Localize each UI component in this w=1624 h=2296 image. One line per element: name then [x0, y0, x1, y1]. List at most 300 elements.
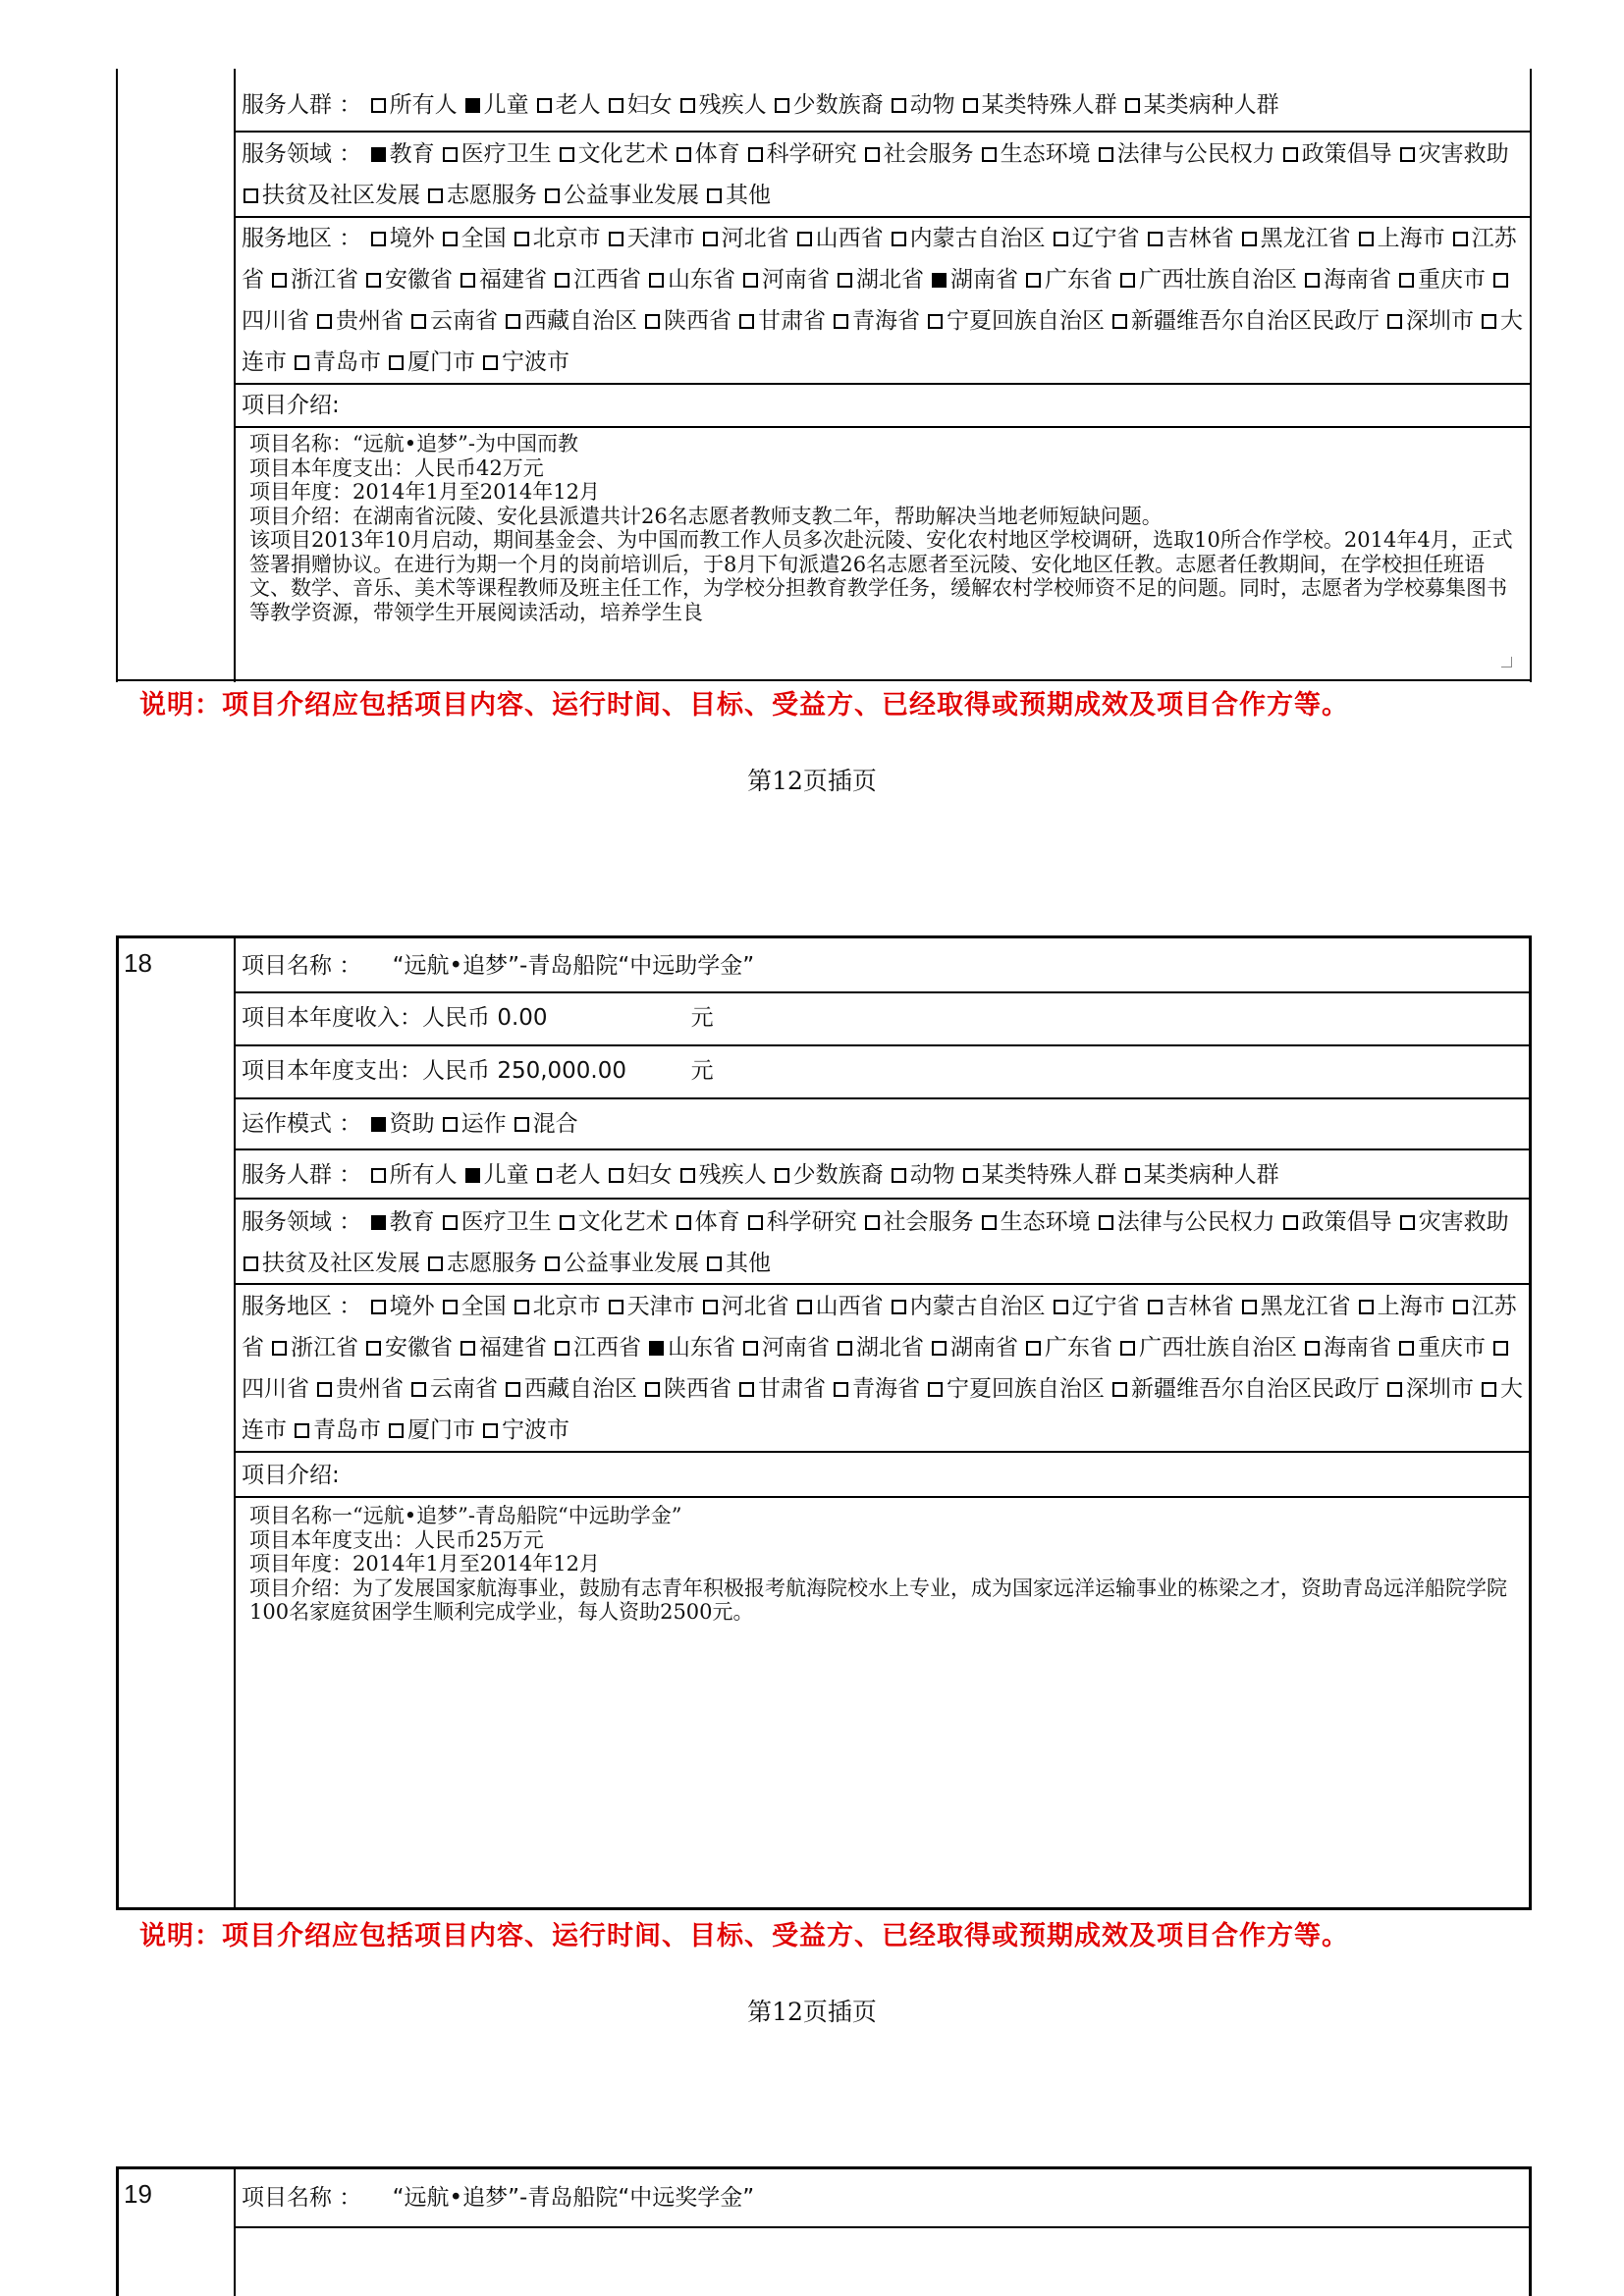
service-group-option [463, 1162, 529, 1188]
checkbox[interactable] [1148, 232, 1163, 246]
checkbox[interactable] [1283, 1215, 1298, 1230]
checkbox[interactable] [1453, 232, 1468, 246]
checkbox[interactable] [932, 1341, 947, 1356]
checkbox[interactable] [649, 273, 664, 288]
service-group-option-label: 某类病种人群 [1143, 1162, 1279, 1188]
service-area-option [459, 1335, 547, 1361]
service-field-option-label: 志愿服务 [447, 183, 537, 208]
checkbox[interactable] [834, 1382, 848, 1397]
checkbox[interactable] [1400, 1215, 1415, 1230]
intro-line: 项目本年度支出：人民币25万元 [249, 1527, 544, 1552]
service-area-option [441, 1294, 507, 1319]
checkbox[interactable] [982, 1215, 997, 1230]
checkbox[interactable] [1399, 273, 1414, 288]
service-area-option [926, 1376, 1105, 1402]
operation-mode-option [513, 1111, 578, 1137]
service-area-option [1397, 267, 1486, 293]
service-area-option [293, 349, 381, 375]
checkbox[interactable] [560, 147, 574, 162]
service-field-option [426, 183, 537, 208]
service-field-option [1097, 1209, 1275, 1235]
checkbox[interactable] [677, 1215, 691, 1230]
checkbox[interactable] [514, 232, 529, 246]
checkbox[interactable] [514, 1300, 529, 1314]
checkbox[interactable] [1359, 232, 1374, 246]
checkbox[interactable] [443, 232, 458, 246]
service-field-option [543, 183, 699, 208]
service-area-option-label: 大连市 [242, 308, 1523, 375]
service-area-option [647, 1335, 735, 1361]
checkbox[interactable] [775, 98, 789, 113]
service-area-row: 服务地区 ： 境外 全国 北京市 天津市 河北省 山西省 内蒙古自治区 辽宁省 吉林省 黑龙江省 上海市 江苏省 浙江省 安徽省 福建省 江西省 山东省 河南省 湖北省 湖南省 广东省 广西壮族自治区 海南省 重庆市四川省 贵州省 云南省 西藏自治区 陕西省 甘肃省 青海省 宁夏回族自治区 新疆维吾尔自治区民政厅 深圳市 大连市 青岛市 厦门市 宁波市 [242, 1294, 1523, 1443]
service-group-option-label: 所有人 [389, 92, 458, 118]
service-area-option-label: 天津市 [626, 1294, 695, 1319]
intro-label: 项目介绍: [242, 393, 340, 418]
service-area-option-label: 重庆市 [1418, 267, 1486, 293]
checkbox[interactable] [371, 1215, 386, 1230]
service-area-option [369, 1294, 435, 1319]
service-area-option-label: 辽宁省 [1071, 226, 1140, 251]
checkbox[interactable] [1054, 232, 1068, 246]
checkbox[interactable] [743, 1341, 758, 1356]
service-group-option [1123, 92, 1279, 118]
service-area-option [1052, 1294, 1140, 1319]
service-area-option [1118, 267, 1297, 293]
intro-textarea[interactable] [249, 432, 1516, 671]
checkbox[interactable] [928, 1382, 943, 1397]
expense-row: 项目本年度支出：人民币 250,000.00 元 [242, 1050, 714, 1092]
service-area-option-label: 深圳市 [1406, 308, 1474, 334]
service-area-option [701, 226, 789, 251]
service-area-option-label: 山西省 [815, 1294, 884, 1319]
intro-label: 项目介绍: [242, 1463, 340, 1488]
checkbox[interactable] [707, 188, 722, 203]
service-area-option [441, 226, 507, 251]
service-area-option-label: 新疆维吾尔自治区民政厅 [1131, 308, 1380, 334]
checkbox[interactable] [244, 188, 258, 203]
operation-mode-option-label: 资助 [389, 1111, 435, 1137]
service-field-option [980, 141, 1091, 167]
service-group-option-label: 某类特殊人群 [981, 92, 1117, 118]
checkbox[interactable] [1482, 1382, 1496, 1397]
service-field-option-label: 文化艺术 [577, 141, 669, 167]
checkbox[interactable] [680, 1168, 695, 1183]
checkbox[interactable] [892, 98, 906, 113]
checkbox[interactable] [506, 314, 520, 329]
service-area-option-label: 新疆维吾尔自治区民政厅 [1131, 1376, 1380, 1402]
service-area-option [1385, 1376, 1474, 1402]
service-area-option [607, 1294, 695, 1319]
checkbox[interactable] [244, 1256, 258, 1271]
service-area-option [409, 308, 498, 334]
service-area-option-label: 江苏省 [242, 226, 1517, 293]
service-area-option-label: 陕西省 [664, 308, 731, 334]
checkbox[interactable] [703, 232, 718, 246]
service-area-option-label: 贵州省 [336, 1376, 404, 1402]
service-group-option [535, 1162, 601, 1188]
checkbox[interactable] [1387, 314, 1402, 329]
service-area-option-label: 陕西省 [664, 1376, 731, 1402]
service-field-option-label: 社会服务 [883, 141, 974, 167]
service-area-option [930, 1335, 1018, 1361]
checkbox[interactable] [389, 1423, 404, 1438]
service-field-option [558, 1209, 669, 1235]
service-area-option [1118, 1335, 1297, 1361]
service-field-option [705, 1251, 771, 1276]
service-field-option [1281, 1209, 1392, 1235]
service-area-option [481, 349, 569, 375]
service-area-option-label: 天津市 [626, 226, 695, 251]
checkbox[interactable] [1125, 98, 1140, 113]
service-area-option-label: 厦门市 [407, 1417, 475, 1443]
service-group-option-label: 老人 [555, 92, 601, 118]
service-area-option [836, 267, 924, 293]
checkbox[interactable] [609, 1168, 623, 1183]
service-field-option-label: 政策倡导 [1301, 141, 1392, 167]
service-group-row: 服务人群 ： 所有人 儿童 老人 妇女 残疾人 少数族裔 动物 某类特殊人群 某类病种人群 [242, 92, 1279, 118]
checkbox[interactable] [609, 232, 623, 246]
checkbox[interactable] [677, 147, 691, 162]
checkbox[interactable] [1242, 232, 1257, 246]
intro-line: 项目介绍：为了发展国家航海事业，鼓励有志青年积极报考航海院校水上专业，成为国家远洋运输事业的栋梁之才，资助青岛远洋船院学院100名家庭贫困学生顺利完成学业，每人资助2500元。 [249, 1575, 1507, 1624]
service-area-option [741, 267, 830, 293]
service-group-option-label: 残疾人 [698, 92, 767, 118]
service-area-option [513, 226, 601, 251]
checkbox[interactable] [371, 1117, 386, 1132]
checkbox[interactable] [411, 1382, 426, 1397]
checkbox[interactable] [739, 1382, 754, 1397]
service-area-option [364, 267, 453, 293]
checkbox[interactable] [1099, 1215, 1113, 1230]
service-field-option-label: 教育 [389, 1209, 435, 1235]
checkbox[interactable] [1026, 273, 1041, 288]
checkbox[interactable] [982, 147, 997, 162]
checkbox[interactable] [506, 1382, 520, 1397]
service-field-option [980, 1209, 1091, 1235]
service-area-option-label: 青岛市 [313, 349, 381, 375]
service-area-option-label: 广西壮族自治区 [1139, 1335, 1297, 1361]
service-field-option-label: 教育 [389, 141, 435, 167]
checkbox[interactable] [272, 1341, 287, 1356]
checkbox[interactable] [428, 188, 443, 203]
service-field-option [441, 1209, 552, 1235]
checkbox[interactable] [838, 273, 852, 288]
service-field-option [863, 1209, 974, 1235]
checkbox[interactable] [545, 188, 560, 203]
service-area-option-label: 大连市 [242, 1376, 1523, 1443]
service-area-option-label: 广东省 [1045, 1335, 1112, 1361]
project-name-row: 项目名称 ： “远航•追梦”-青岛船院“中远助学金” [242, 953, 755, 979]
service-area-option-label: 贵州省 [336, 308, 404, 334]
service-field-option-label: 文化艺术 [577, 1209, 669, 1235]
checkbox[interactable] [932, 273, 947, 288]
checkbox[interactable] [443, 1300, 458, 1314]
checkbox[interactable] [1120, 273, 1135, 288]
checkbox[interactable] [645, 314, 660, 329]
service-field-option [1097, 141, 1275, 167]
service-field-option [242, 183, 420, 208]
service-area-option [364, 1335, 453, 1361]
checkbox[interactable] [748, 147, 763, 162]
service-group-option [1123, 1162, 1279, 1188]
service-area-option [926, 308, 1105, 334]
service-group-option [773, 92, 884, 118]
checkbox[interactable] [366, 273, 381, 288]
service-area-option [270, 1335, 358, 1361]
checkbox[interactable] [389, 355, 404, 370]
service-area-option-label: 浙江省 [291, 1335, 358, 1361]
service-area-option-label: 西藏自治区 [524, 1376, 637, 1402]
checkbox[interactable] [963, 98, 978, 113]
service-area-option-label: 青海省 [852, 1376, 920, 1402]
service-area-option [409, 1376, 498, 1402]
service-field-option [1398, 1209, 1509, 1235]
checkbox[interactable] [703, 1300, 718, 1314]
project-name-row: 项目名称 ： “远航•追梦”-青岛船院“中远奖学金” [242, 2185, 755, 2211]
checkbox[interactable] [1120, 1341, 1135, 1356]
checkbox[interactable] [1054, 1300, 1068, 1314]
service-area-option-label: 山东省 [668, 267, 735, 293]
checkbox[interactable] [443, 1215, 458, 1230]
checkbox[interactable] [1493, 273, 1508, 288]
checkbox[interactable] [609, 1300, 623, 1314]
service-group-option [961, 1162, 1117, 1188]
checkbox[interactable] [371, 1300, 386, 1314]
checkbox[interactable] [1112, 1382, 1127, 1397]
checkbox[interactable] [892, 232, 906, 246]
checkbox[interactable] [865, 147, 880, 162]
checkbox[interactable] [775, 1168, 789, 1183]
service-area-option [795, 226, 884, 251]
checkbox[interactable] [892, 1300, 906, 1314]
checkbox[interactable] [892, 1168, 906, 1183]
service-group-option-label: 儿童 [483, 92, 529, 118]
checkbox[interactable] [272, 273, 287, 288]
checkbox[interactable] [483, 355, 498, 370]
checkbox[interactable] [1359, 1300, 1374, 1314]
service-area-option [1110, 1376, 1380, 1402]
service-area-option [643, 1376, 731, 1402]
service-field-option-label: 政策倡导 [1301, 1209, 1392, 1235]
service-area-option [293, 1417, 381, 1443]
operation-mode-row: 运作模式 ： 资助 运作 混合 [242, 1111, 578, 1137]
service-area-option [737, 308, 826, 334]
service-area-option [1110, 308, 1380, 334]
note-text: 说明：项目介绍应包括项目内容、运行时间、目标、受益方、已经取得或预期成效及项目合作方等。 [139, 690, 1349, 721]
service-field-option [426, 1251, 537, 1276]
service-area-option [890, 1294, 1046, 1319]
service-field-option [441, 141, 552, 167]
checkbox[interactable] [1305, 1341, 1320, 1356]
checkbox[interactable] [1099, 147, 1113, 162]
checkbox[interactable] [465, 98, 480, 113]
service-area-option-label: 湖北省 [856, 267, 924, 293]
page-caption: 第12页插页 [747, 767, 877, 795]
checkbox[interactable] [1125, 1168, 1140, 1183]
service-area-option-label: 全国 [460, 1294, 507, 1319]
service-area-option [1146, 1294, 1234, 1319]
service-area-option [553, 1335, 641, 1361]
checkbox[interactable] [411, 314, 426, 329]
checkbox[interactable] [545, 1256, 560, 1271]
service-area-option-label: 福建省 [479, 267, 547, 293]
service-group-option-label: 少数族裔 [792, 92, 884, 118]
checkbox[interactable] [443, 1117, 458, 1132]
service-area-option-label: 深圳市 [1406, 1376, 1474, 1402]
service-area-option [1052, 226, 1140, 251]
checkbox[interactable] [1387, 1382, 1402, 1397]
checkbox[interactable] [649, 1341, 664, 1356]
service-area-option-label: 河北省 [721, 226, 789, 251]
service-area-option [1357, 226, 1445, 251]
service-area-option-label: 西藏自治区 [524, 308, 637, 334]
checkbox[interactable] [317, 1382, 332, 1397]
checkbox[interactable] [739, 314, 754, 329]
service-area-option [387, 1417, 475, 1443]
checkbox[interactable] [743, 273, 758, 288]
checkbox[interactable] [537, 1168, 552, 1183]
checkbox[interactable] [295, 355, 309, 370]
service-area-option-label: 境外 [389, 1294, 435, 1319]
resize-handle-icon[interactable] [1501, 657, 1512, 667]
service-field-option-label: 灾害救助 [1418, 141, 1509, 167]
checkbox[interactable] [371, 1168, 386, 1183]
service-area-option [737, 1376, 826, 1402]
checkbox[interactable] [555, 273, 569, 288]
service-area-option-label: 山东省 [668, 1335, 735, 1361]
checkbox[interactable] [645, 1382, 660, 1397]
service-field-option-label: 生态环境 [1000, 141, 1091, 167]
service-area-option-label: 境外 [389, 226, 435, 251]
checkbox[interactable] [1283, 147, 1298, 162]
checkbox[interactable] [443, 147, 458, 162]
checkbox[interactable] [1493, 1341, 1508, 1356]
checkbox[interactable] [1026, 1341, 1041, 1356]
service-field-option-label: 公益事业发展 [564, 1251, 699, 1276]
checkbox[interactable] [460, 273, 475, 288]
service-area-option-label: 湖南省 [950, 1335, 1018, 1361]
service-field-option [558, 141, 669, 167]
checkbox[interactable] [1400, 147, 1415, 162]
checkbox[interactable] [537, 98, 552, 113]
checkbox[interactable] [428, 1256, 443, 1271]
service-group-option [463, 92, 529, 118]
checkbox[interactable] [371, 232, 386, 246]
expense-value: 250,000.00 [497, 1058, 627, 1084]
checkbox[interactable] [465, 1168, 480, 1183]
operation-mode-option-label: 运作 [460, 1111, 507, 1137]
checkbox[interactable] [371, 147, 386, 162]
checkbox[interactable] [963, 1168, 978, 1183]
intro-textarea[interactable] [249, 1504, 1516, 1896]
checkbox[interactable] [797, 1300, 812, 1314]
project-number: 19 [124, 2179, 152, 2209]
service-area-option-label: 厦门市 [407, 349, 475, 375]
checkbox[interactable] [460, 1341, 475, 1356]
service-group-option-label: 所有人 [389, 1162, 458, 1188]
checkbox[interactable] [1242, 1300, 1257, 1314]
service-group-row: 服务人群 ： 所有人 儿童 老人 妇女 残疾人 少数族裔 动物 某类特殊人群 某类病种人群 [242, 1162, 1279, 1188]
service-area-option-label: 宁波市 [502, 1417, 569, 1443]
service-area-option [459, 267, 547, 293]
service-area-option-label: 江苏省 [242, 1294, 1517, 1361]
checkbox[interactable] [680, 98, 695, 113]
checkbox[interactable] [560, 1215, 574, 1230]
service-area-option [1146, 226, 1234, 251]
service-area-option-label: 辽宁省 [1071, 1294, 1140, 1319]
project-number: 18 [124, 948, 152, 978]
checkbox[interactable] [865, 1215, 880, 1230]
checkbox[interactable] [371, 98, 386, 113]
service-field-option-label: 扶贫及社区发展 [262, 183, 420, 208]
service-area-option [1303, 1335, 1391, 1361]
service-field-option [675, 141, 740, 167]
checkbox[interactable] [707, 1256, 722, 1271]
service-field-option [863, 141, 974, 167]
checkbox[interactable] [1148, 1300, 1163, 1314]
service-field-option [369, 1209, 435, 1235]
checkbox[interactable] [928, 314, 943, 329]
service-group-option [890, 1162, 955, 1188]
service-field-option-label: 其他 [726, 183, 771, 208]
service-group-option-label: 动物 [909, 1162, 955, 1188]
checkbox[interactable] [1112, 314, 1127, 329]
service-area-option-label: 河南省 [762, 1335, 830, 1361]
service-area-option [553, 267, 641, 293]
service-field-option [1281, 141, 1392, 167]
checkbox[interactable] [1453, 1300, 1468, 1314]
checkbox[interactable] [1399, 1341, 1414, 1356]
service-field-option-label: 生态环境 [1000, 1209, 1091, 1235]
checkbox[interactable] [514, 1117, 529, 1132]
service-field-option [242, 1251, 420, 1276]
service-area-option [315, 1376, 404, 1402]
operation-mode-option [369, 1111, 435, 1137]
checkbox[interactable] [1482, 314, 1496, 329]
checkbox[interactable] [483, 1423, 498, 1438]
service-area-option-label: 北京市 [532, 226, 601, 251]
service-area-option [890, 226, 1046, 251]
service-area-option-label: 甘肃省 [758, 1376, 826, 1402]
service-field-option [675, 1209, 740, 1235]
service-field-option-label: 科学研究 [766, 141, 857, 167]
service-group-option [369, 1162, 458, 1188]
service-area-option [481, 1417, 569, 1443]
service-area-option-label: 湖南省 [950, 267, 1018, 293]
checkbox[interactable] [555, 1341, 569, 1356]
service-area-option-label: 海南省 [1324, 1335, 1391, 1361]
checkbox[interactable] [748, 1215, 763, 1230]
checkbox[interactable] [317, 314, 332, 329]
checkbox[interactable] [295, 1423, 309, 1438]
service-area-option-label: 吉林省 [1165, 226, 1234, 251]
service-area-option-label: 云南省 [430, 308, 498, 334]
service-group-option-label: 儿童 [483, 1162, 529, 1188]
checkbox[interactable] [1305, 273, 1320, 288]
service-field-option-label: 体育 [694, 1209, 740, 1235]
checkbox[interactable] [609, 98, 623, 113]
service-area-option-label: 山西省 [815, 226, 884, 251]
checkbox[interactable] [834, 314, 848, 329]
checkbox[interactable] [797, 232, 812, 246]
checkbox[interactable] [838, 1341, 852, 1356]
service-area-option-label: 湖北省 [856, 1335, 924, 1361]
service-area-option-label: 吉林省 [1165, 1294, 1234, 1319]
checkbox[interactable] [366, 1341, 381, 1356]
page-caption: 第12页插页 [747, 1998, 877, 2026]
service-group-option [890, 92, 955, 118]
service-area-option-label: 黑龙江省 [1260, 1294, 1351, 1319]
